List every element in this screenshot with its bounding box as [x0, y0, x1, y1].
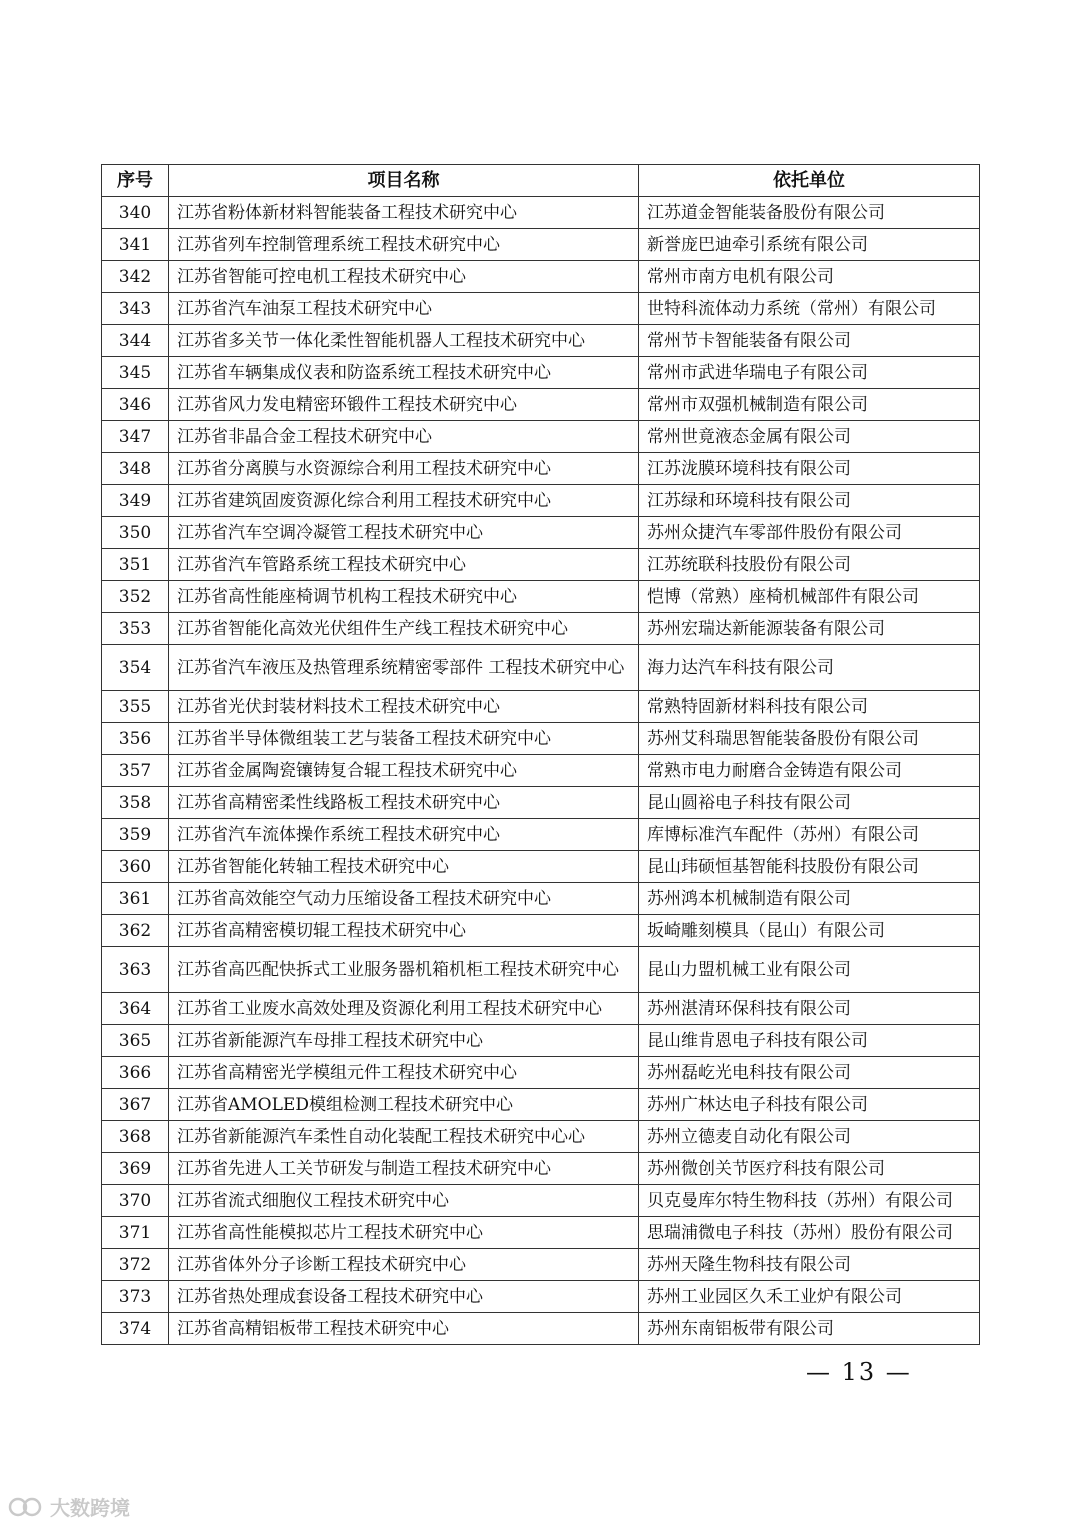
table-row	[102, 1249, 980, 1281]
cell-project-name: 江苏省智能化高效光伏组件生产线工程技术研究中心	[169, 613, 639, 645]
cell-organization: 坂崎雕刻模具（昆山）有限公司	[639, 915, 980, 947]
cell-num: 345	[102, 357, 169, 389]
cell-project-name: 江苏省高精密模切辊工程技术研究中心	[169, 915, 639, 947]
cell-project-name: 江苏省多关节一体化柔性智能机器人工程技术研究中心	[169, 325, 639, 357]
cell-project-name: 江苏省工业废水高效处理及资源化利用工程技术研究中心	[169, 993, 639, 1025]
table-row	[102, 851, 980, 883]
cell-project-name: 江苏省流式细胞仪工程技术研究中心	[169, 1185, 639, 1217]
cell-num: 371	[102, 1217, 169, 1249]
cell-organization: 海力达汽车科技有限公司	[639, 645, 980, 691]
cell-organization: 苏州东南铝板带有限公司	[639, 1313, 980, 1345]
cell-project-name: 江苏省汽车管路系统工程技术研究中心	[169, 549, 639, 581]
table-row	[102, 517, 980, 549]
cell-num: 355	[102, 691, 169, 723]
cell-organization: 恺博（常熟）座椅机械部件有限公司	[639, 581, 980, 613]
cell-num: 368	[102, 1121, 169, 1153]
table-row	[102, 581, 980, 613]
cell-project-name: 江苏省高性能模拟芯片工程技术研究中心	[169, 1217, 639, 1249]
table-row	[102, 993, 980, 1025]
cell-num: 359	[102, 819, 169, 851]
page-number: — 13 —	[806, 1358, 912, 1386]
table-row	[102, 421, 980, 453]
cell-project-name: 江苏省风力发电精密环锻件工程技术研究中心	[169, 389, 639, 421]
table-row	[102, 1313, 980, 1345]
cell-num: 340	[102, 197, 169, 229]
cell-num: 372	[102, 1249, 169, 1281]
table-row	[102, 1121, 980, 1153]
cell-organization: 苏州艾科瑞思智能装备股份有限公司	[639, 723, 980, 755]
table-row	[102, 293, 980, 325]
table-row	[102, 947, 980, 993]
cell-num: 347	[102, 421, 169, 453]
table-row	[102, 723, 980, 755]
cell-organization: 苏州工业园区久禾工业炉有限公司	[639, 1281, 980, 1313]
table-row	[102, 1025, 980, 1057]
cell-project-name: 江苏省汽车油泵工程技术研究中心	[169, 293, 639, 325]
table-row	[102, 485, 980, 517]
cell-num: 342	[102, 261, 169, 293]
cell-organization: 贝克曼库尔特生物科技（苏州）有限公司	[639, 1185, 980, 1217]
table-row	[102, 1185, 980, 1217]
table-row	[102, 229, 980, 261]
cell-project-name: 江苏省先进人工关节研发与制造工程技术研究中心	[169, 1153, 639, 1185]
cell-project-name: 江苏省新能源汽车母排工程技术研究中心	[169, 1025, 639, 1057]
cell-num: 357	[102, 755, 169, 787]
watermark	[8, 1492, 130, 1521]
cell-num: 369	[102, 1153, 169, 1185]
cell-organization: 常州市南方电机有限公司	[639, 261, 980, 293]
cell-project-name: 江苏省建筑固废资源化综合利用工程技术研究中心	[169, 485, 639, 517]
table-row	[102, 613, 980, 645]
header-name: 项目名称	[169, 165, 639, 197]
cell-organization: 苏州立德麦自动化有限公司	[639, 1121, 980, 1153]
cell-project-name: 江苏省热处理成套设备工程技术研究中心	[169, 1281, 639, 1313]
cell-num: 346	[102, 389, 169, 421]
cell-project-name: 江苏省AMOLED模组检测工程技术研究中心	[169, 1089, 639, 1121]
table-row	[102, 645, 980, 691]
cell-organization: 常州世竟液态金属有限公司	[639, 421, 980, 453]
cell-num: 364	[102, 993, 169, 1025]
cell-num: 343	[102, 293, 169, 325]
cell-project-name: 江苏省汽车液压及热管理系统精密零部件 工程技术研究中心	[169, 645, 639, 691]
cell-project-name: 江苏省高性能座椅调节机构工程技术研究中心	[169, 581, 639, 613]
table-row	[102, 883, 980, 915]
table-row	[102, 1153, 980, 1185]
cell-num: 351	[102, 549, 169, 581]
table-row	[102, 197, 980, 229]
cell-project-name: 江苏省智能化转轴工程技术研究中心	[169, 851, 639, 883]
cell-project-name: 江苏省半导体微组装工艺与装备工程技术研究中心	[169, 723, 639, 755]
cell-organization: 常熟市电力耐磨合金铸造有限公司	[639, 755, 980, 787]
table-row	[102, 389, 980, 421]
cell-organization: 常州节卡智能装备有限公司	[639, 325, 980, 357]
cell-num: 358	[102, 787, 169, 819]
table-row	[102, 915, 980, 947]
cell-organization: 苏州广林达电子科技有限公司	[639, 1089, 980, 1121]
table-body	[102, 197, 980, 1345]
cell-organization: 世特科流体动力系统（常州）有限公司	[639, 293, 980, 325]
cell-num: 352	[102, 581, 169, 613]
table-header-row	[102, 165, 980, 197]
cell-organization: 昆山圆裕电子科技有限公司	[639, 787, 980, 819]
cell-project-name: 江苏省金属陶瓷镶铸复合辊工程技术研究中心	[169, 755, 639, 787]
cell-project-name: 江苏省列车控制管理系统工程技术研究中心	[169, 229, 639, 261]
watermark-logo-icon	[8, 1496, 44, 1518]
cell-organization: 苏州宏瑞达新能源装备有限公司	[639, 613, 980, 645]
cell-organization: 昆山玮硕恒基智能科技股份有限公司	[639, 851, 980, 883]
cell-project-name: 江苏省高精铝板带工程技术研究中心	[169, 1313, 639, 1345]
table-row	[102, 1057, 980, 1089]
cell-num: 367	[102, 1089, 169, 1121]
table-row	[102, 787, 980, 819]
cell-num: 348	[102, 453, 169, 485]
table-row	[102, 549, 980, 581]
cell-num: 366	[102, 1057, 169, 1089]
cell-project-name: 江苏省高精密柔性线路板工程技术研究中心	[169, 787, 639, 819]
table-row	[102, 1217, 980, 1249]
cell-num: 370	[102, 1185, 169, 1217]
cell-project-name: 江苏省汽车流体操作系统工程技术研究中心	[169, 819, 639, 851]
table-row	[102, 453, 980, 485]
cell-organization: 江苏绿和环境科技有限公司	[639, 485, 980, 517]
cell-num: 360	[102, 851, 169, 883]
cell-num: 341	[102, 229, 169, 261]
cell-num: 361	[102, 883, 169, 915]
cell-project-name: 江苏省新能源汽车柔性自动化装配工程技术研究中心心	[169, 1121, 639, 1153]
cell-organization: 江苏泷膜环境科技有限公司	[639, 453, 980, 485]
cell-num: 350	[102, 517, 169, 549]
cell-num: 373	[102, 1281, 169, 1313]
table-row	[102, 691, 980, 723]
cell-num: 363	[102, 947, 169, 993]
cell-project-name: 江苏省光伏封装材料技术工程技术研究中心	[169, 691, 639, 723]
table-row	[102, 1089, 980, 1121]
cell-organization: 苏州天隆生物科技有限公司	[639, 1249, 980, 1281]
cell-organization: 苏州湛清环保科技有限公司	[639, 993, 980, 1025]
cell-num: 353	[102, 613, 169, 645]
cell-num: 362	[102, 915, 169, 947]
cell-organization: 江苏道金智能装备股份有限公司	[639, 197, 980, 229]
cell-num: 374	[102, 1313, 169, 1345]
cell-num: 356	[102, 723, 169, 755]
watermark-text: 大数跨境	[50, 1496, 130, 1520]
cell-num: 354	[102, 645, 169, 691]
cell-organization: 苏州磊屹光电科技有限公司	[639, 1057, 980, 1089]
table-row	[102, 819, 980, 851]
cell-organization: 苏州微创关节医疗科技有限公司	[639, 1153, 980, 1185]
cell-project-name: 江苏省智能可控电机工程技术研究中心	[169, 261, 639, 293]
cell-project-name: 江苏省体外分子诊断工程技术研究中心	[169, 1249, 639, 1281]
cell-organization: 常熟特固新材料科技有限公司	[639, 691, 980, 723]
cell-project-name: 江苏省非晶合金工程技术研究中心	[169, 421, 639, 453]
header-org: 依托单位	[639, 165, 980, 197]
cell-project-name: 江苏省高精密光学模组元件工程技术研究中心	[169, 1057, 639, 1089]
table-row	[102, 1281, 980, 1313]
cell-organization: 苏州鸿本机械制造有限公司	[639, 883, 980, 915]
cell-organization: 昆山力盟机械工业有限公司	[639, 947, 980, 993]
table-row	[102, 357, 980, 389]
header-num: 序号	[102, 165, 169, 197]
cell-num: 344	[102, 325, 169, 357]
cell-project-name: 江苏省高效能空气动力压缩设备工程技术研究中心	[169, 883, 639, 915]
cell-organization: 库博标准汽车配件（苏州）有限公司	[639, 819, 980, 851]
cell-project-name: 江苏省汽车空调冷凝管工程技术研究中心	[169, 517, 639, 549]
cell-organization: 思瑞浦微电子科技（苏州）股份有限公司	[639, 1217, 980, 1249]
cell-organization: 新誉庞巴迪牵引系统有限公司	[639, 229, 980, 261]
cell-organization: 江苏统联科技股份有限公司	[639, 549, 980, 581]
table-row	[102, 755, 980, 787]
cell-project-name: 江苏省粉体新材料智能装备工程技术研究中心	[169, 197, 639, 229]
cell-organization: 苏州众捷汽车零部件股份有限公司	[639, 517, 980, 549]
cell-num: 349	[102, 485, 169, 517]
projects-table	[101, 164, 980, 1345]
cell-project-name: 江苏省分离膜与水资源综合利用工程技术研究中心	[169, 453, 639, 485]
table-row	[102, 325, 980, 357]
cell-organization: 常州市武进华瑞电子有限公司	[639, 357, 980, 389]
table-row	[102, 261, 980, 293]
cell-project-name: 江苏省车辆集成仪表和防盗系统工程技术研究中心	[169, 357, 639, 389]
cell-num: 365	[102, 1025, 169, 1057]
cell-project-name: 江苏省高匹配快拆式工业服务器机箱机柜工程技术研究中心	[169, 947, 639, 993]
cell-organization: 昆山维肯恩电子科技有限公司	[639, 1025, 980, 1057]
cell-organization: 常州市双强机械制造有限公司	[639, 389, 980, 421]
